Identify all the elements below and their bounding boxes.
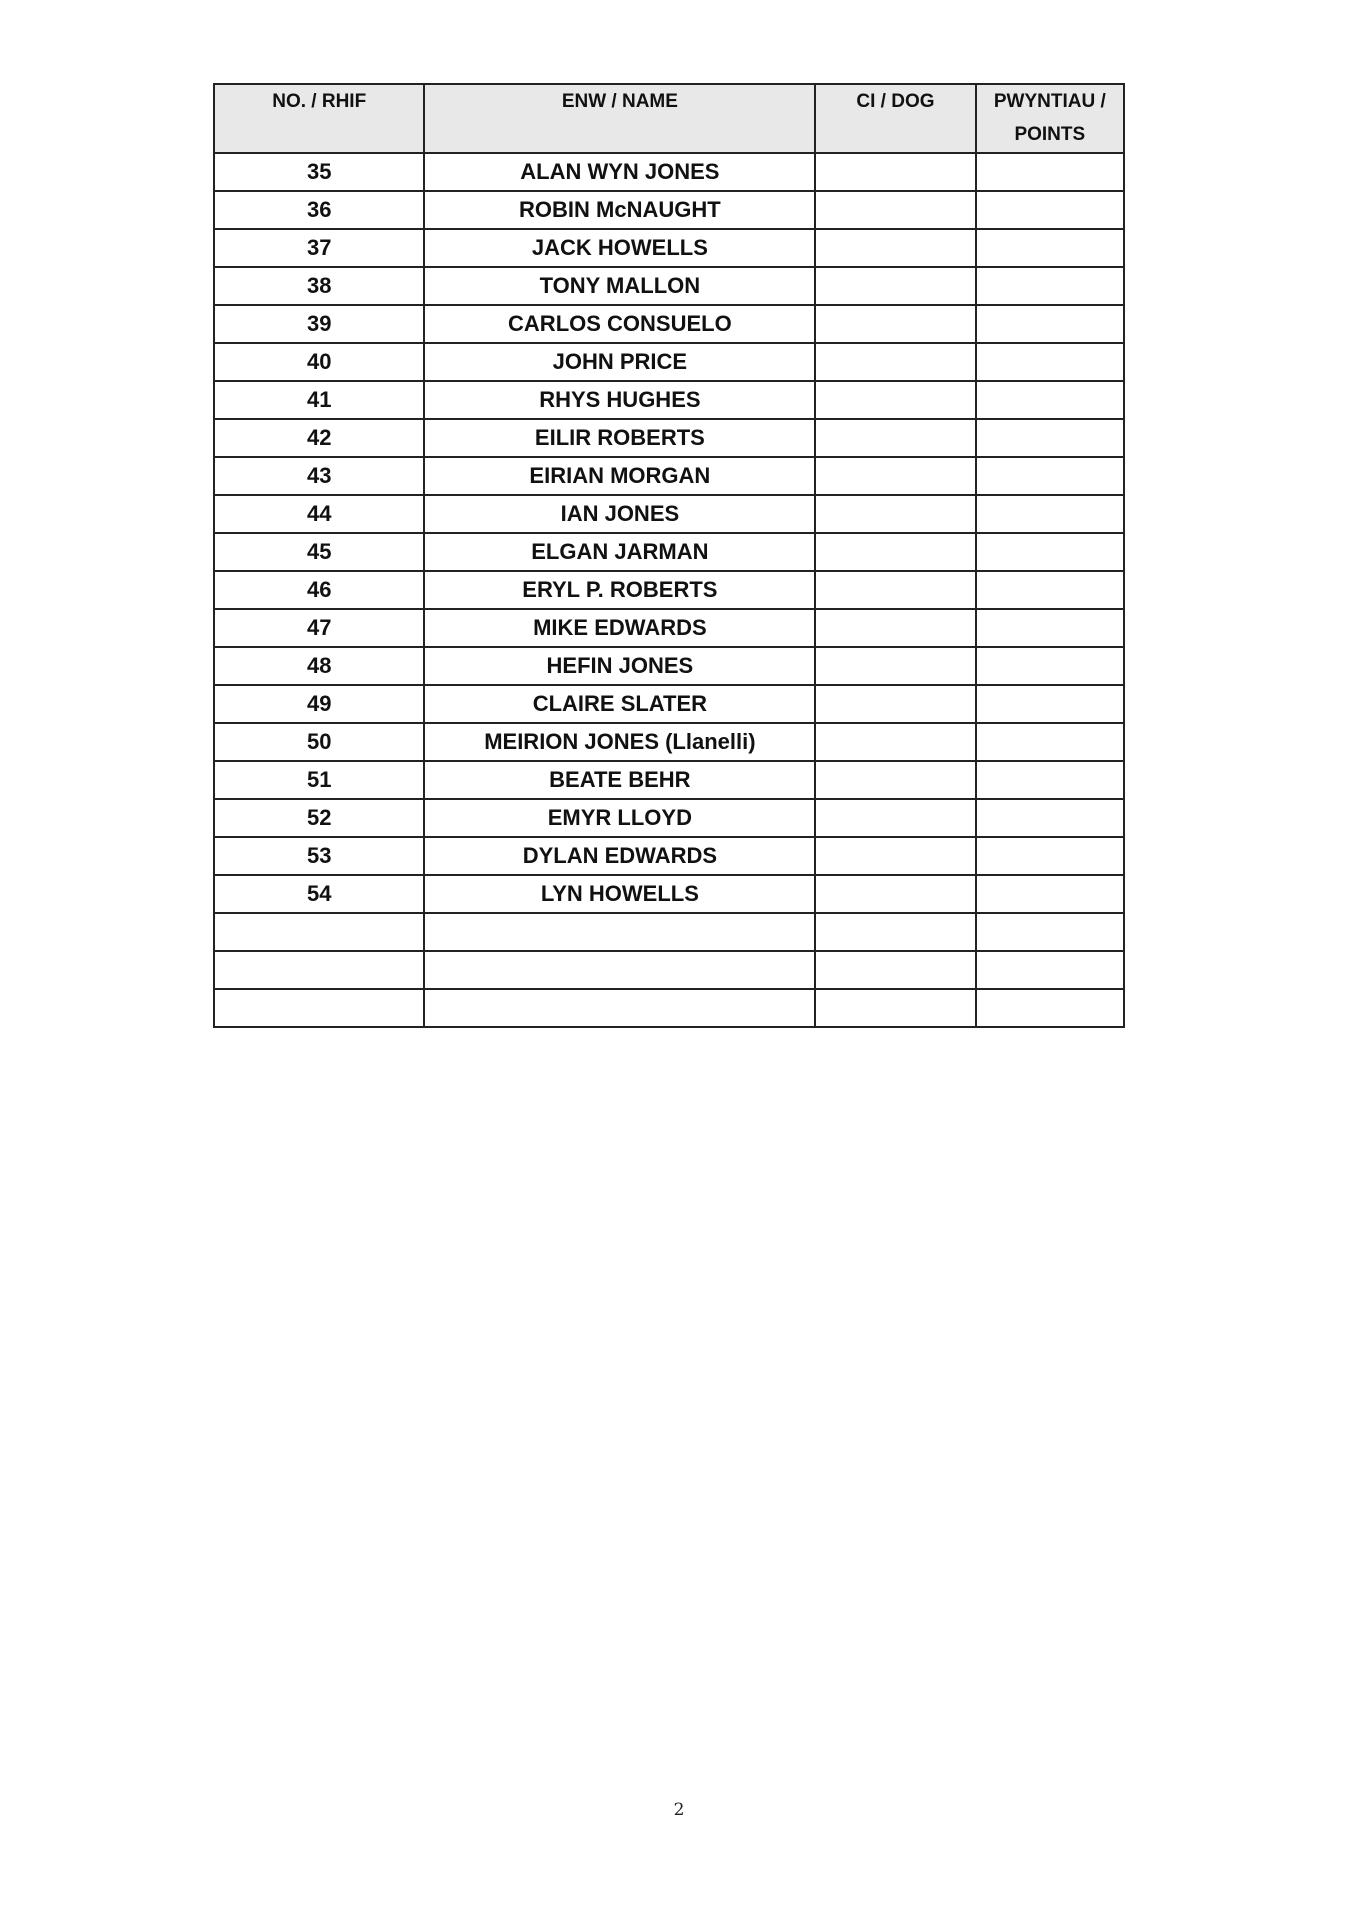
cell-number: 37 (214, 229, 424, 267)
table-header (214, 84, 1124, 153)
table-row (214, 191, 1124, 229)
cell-dog (815, 343, 975, 381)
cell-name: ROBIN McNAUGHT (424, 191, 815, 229)
cell-name: HEFIN JONES (424, 647, 815, 685)
cell-number (214, 989, 424, 1027)
cell-name: CLAIRE SLATER (424, 685, 815, 723)
cell-points (976, 875, 1124, 913)
cell-name: EILIR ROBERTS (424, 419, 815, 457)
cell-points (976, 761, 1124, 799)
cell-points (976, 609, 1124, 647)
cell-dog (815, 951, 975, 989)
cell-dog (815, 495, 975, 533)
cell-points (976, 989, 1124, 1027)
cell-name: EIRIAN MORGAN (424, 457, 815, 495)
cell-name: DYLAN EDWARDS (424, 837, 815, 875)
cell-dog (815, 799, 975, 837)
table-row (214, 875, 1124, 913)
cell-dog (815, 761, 975, 799)
table-row (214, 267, 1124, 305)
cell-dog (815, 875, 975, 913)
cell-number (214, 913, 424, 951)
cell-dog (815, 533, 975, 571)
table-row (214, 571, 1124, 609)
cell-points (976, 153, 1124, 191)
header-name: ENW / NAME (424, 84, 815, 153)
cell-number: 51 (214, 761, 424, 799)
table-row (214, 343, 1124, 381)
cell-name (424, 989, 815, 1027)
cell-number: 49 (214, 685, 424, 723)
table-row (214, 951, 1124, 989)
cell-points (976, 229, 1124, 267)
header-number: NO. / RHIF (214, 84, 424, 153)
table-row (214, 419, 1124, 457)
cell-name: IAN JONES (424, 495, 815, 533)
table-row (214, 913, 1124, 951)
cell-points (976, 381, 1124, 419)
cell-number: 41 (214, 381, 424, 419)
cell-dog (815, 229, 975, 267)
cell-number: 40 (214, 343, 424, 381)
cell-number: 47 (214, 609, 424, 647)
cell-number: 48 (214, 647, 424, 685)
cell-points (976, 799, 1124, 837)
table-row (214, 647, 1124, 685)
cell-points (976, 191, 1124, 229)
cell-dog (815, 153, 975, 191)
cell-name: EMYR LLOYD (424, 799, 815, 837)
cell-dog (815, 381, 975, 419)
cell-number: 36 (214, 191, 424, 229)
cell-dog (815, 647, 975, 685)
cell-points (976, 419, 1124, 457)
cell-name: ALAN WYN JONES (424, 153, 815, 191)
table-row (214, 381, 1124, 419)
cell-name: JACK HOWELLS (424, 229, 815, 267)
cell-dog (815, 609, 975, 647)
cell-name: TONY MALLON (424, 267, 815, 305)
table-row (214, 533, 1124, 571)
cell-points (976, 913, 1124, 951)
cell-dog (815, 191, 975, 229)
cell-number: 38 (214, 267, 424, 305)
table-body (214, 153, 1124, 1027)
table-row (214, 685, 1124, 723)
cell-dog (815, 571, 975, 609)
table-row (214, 989, 1124, 1027)
cell-number: 44 (214, 495, 424, 533)
cell-name: BEATE BEHR (424, 761, 815, 799)
header-dog: CI / DOG (815, 84, 975, 153)
cell-name: JOHN PRICE (424, 343, 815, 381)
cell-points (976, 647, 1124, 685)
cell-number: 39 (214, 305, 424, 343)
cell-name (424, 913, 815, 951)
cell-points (976, 457, 1124, 495)
table-row (214, 495, 1124, 533)
cell-name: ERYL P. ROBERTS (424, 571, 815, 609)
cell-dog (815, 723, 975, 761)
cell-points (976, 571, 1124, 609)
cell-name: CARLOS CONSUELO (424, 305, 815, 343)
cell-points (976, 267, 1124, 305)
header-row (214, 84, 1124, 153)
cell-points (976, 343, 1124, 381)
table-row (214, 305, 1124, 343)
cell-dog (815, 989, 975, 1027)
cell-number: 50 (214, 723, 424, 761)
cell-dog (815, 837, 975, 875)
table-row (214, 723, 1124, 761)
table-row (214, 457, 1124, 495)
cell-points (976, 533, 1124, 571)
cell-name: MEIRION JONES (Llanelli) (424, 723, 815, 761)
cell-name: ELGAN JARMAN (424, 533, 815, 571)
cell-number: 54 (214, 875, 424, 913)
cell-number: 53 (214, 837, 424, 875)
table-row (214, 153, 1124, 191)
page-number: 2 (673, 1800, 685, 1820)
cell-points (976, 305, 1124, 343)
cell-points (976, 685, 1124, 723)
table-row (214, 609, 1124, 647)
cell-number: 43 (214, 457, 424, 495)
cell-dog (815, 685, 975, 723)
cell-name: RHYS HUGHES (424, 381, 815, 419)
cell-number: 45 (214, 533, 424, 571)
cell-name: MIKE EDWARDS (424, 609, 815, 647)
cell-points (976, 951, 1124, 989)
table-row (214, 229, 1124, 267)
cell-dog (815, 267, 975, 305)
table-row (214, 799, 1124, 837)
cell-number: 35 (214, 153, 424, 191)
cell-points (976, 837, 1124, 875)
cell-dog (815, 419, 975, 457)
cell-name: LYN HOWELLS (424, 875, 815, 913)
cell-number: 52 (214, 799, 424, 837)
table-row (214, 761, 1124, 799)
cell-dog (815, 457, 975, 495)
cell-dog (815, 305, 975, 343)
cell-points (976, 495, 1124, 533)
table-row (214, 837, 1124, 875)
cell-points (976, 723, 1124, 761)
cell-name (424, 951, 815, 989)
cell-number: 42 (214, 419, 424, 457)
competitors-table (213, 83, 1125, 1028)
cell-number (214, 951, 424, 989)
header-points: PWYNTIAU / POINTS (976, 84, 1124, 153)
cell-dog (815, 913, 975, 951)
cell-number: 46 (214, 571, 424, 609)
